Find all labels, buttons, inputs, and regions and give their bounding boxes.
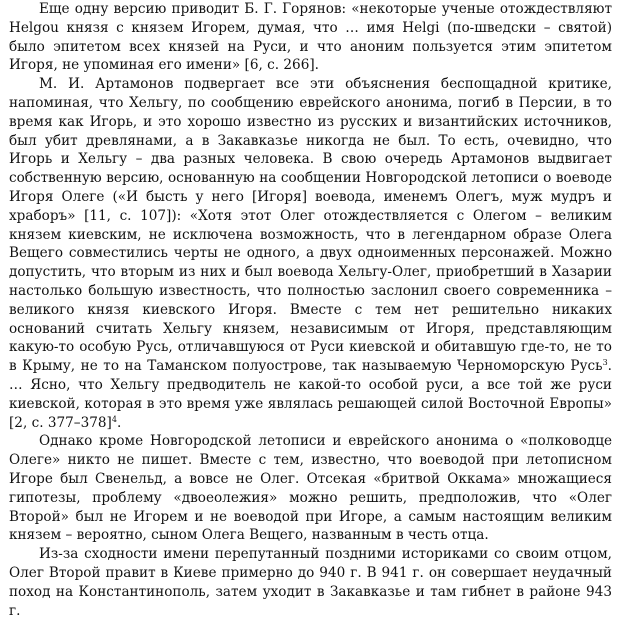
paragraph-kiev-reign [9, 545, 612, 620]
paragraph-artamonov [9, 75, 612, 432]
paragraph-text-end: . [116, 414, 122, 431]
paragraph-text: М. И. Артамонов подвергает все эти объяснения беспощадной критике, напоминая, что Хельгу, по сообщению еврейского анонима, погиб в Персии, в то время как Игорь, и это хорошо известно из русских и византийских источников, был убит древлянами, а в Закавказье никогда не был. То есть, очевидно, что Игорь и Хельгу – два разных человека. В свою очередь Артамонов выдвигает собственную версию, основанную на сообщении Новгородской летописи о воеводе Игоря Олеге («И бысть у него [Игоря] воевода, именемъ Олегъ, муж мудръ и храборъ» [11, с. 107]): «Хотя этот Олег отождествляется с Олегом – великим князем киевским, не исключена возможность, что в легендарном образе Олега Вещего совместились черты не одного, а двух одноименных персонажей. Можно допустить, что вторым из них и был воевода Хельгу-Олег, приобретший в Хазарии настолько большую известность, что полностью заслонил своего современника – великого князя киевского Игоря. Вместе с тем нет решительно никаких оснований считать Хельгу князем, независимым от Игоря, представляющим какую-то особую Русь, отличавшуюся от Руси киевской и обитавшую где-то, не то в Крыму, не то на Таманском полуострове, так называемую Черноморскую Русь [9, 76, 612, 375]
paragraph-text-cont: . … Ясно, что Хельгу предводитель не какой-то особой руси, а все той же руси киевской, которая в это время уже являлась решающей силой Восточной Европы» [2, с. 377–378] [9, 358, 612, 431]
paragraph-text: Еще одну версию приводит Б. Г. Горянов: «некоторые ученые отождествляют Helgou князя с князем Игорем, думая, что … имя Helgi (по-шведски – святой) было эпитетом всех князей на Руси, и что аноним пользуется этим эпитетом Игоря, не упоминая его имени» [6, с. 266]. [9, 1, 612, 74]
paragraph-text: Из-за сходности имени перепутанный поздними историками со своим отцом, Олег Второй правит в Киеве примерно до 940 г. В 941 г. он совершает неудачный поход на Константинополь, затем уходит в Закавказье и там гибнет в районе 943 г. [9, 546, 612, 619]
paragraph-goryanov [9, 0, 612, 75]
footnote-ref-4[interactable]: 4 [111, 414, 117, 424]
footnote-ref-3[interactable]: 3 [602, 358, 608, 368]
paragraph-text: Однако кроме Новгородской летописи и еврейского анонима о «полководце Олеге» никто не пишет. Вместе с тем, известно, что воеводой при летописном Игоре был Свенельд, а вовсе не Олег. Отсекая «бритвой Оккама» множащиеся гипотезы, проблему «двоеолежия» можно решить, предположив, что «Олег Второй» был не Игорем и не воеводой при Игоре, а самым настоящим великим князем – вероятно, сыном Олега Вещего, названным в честь отца. [9, 433, 612, 544]
paragraph-oleg-second [9, 432, 612, 545]
